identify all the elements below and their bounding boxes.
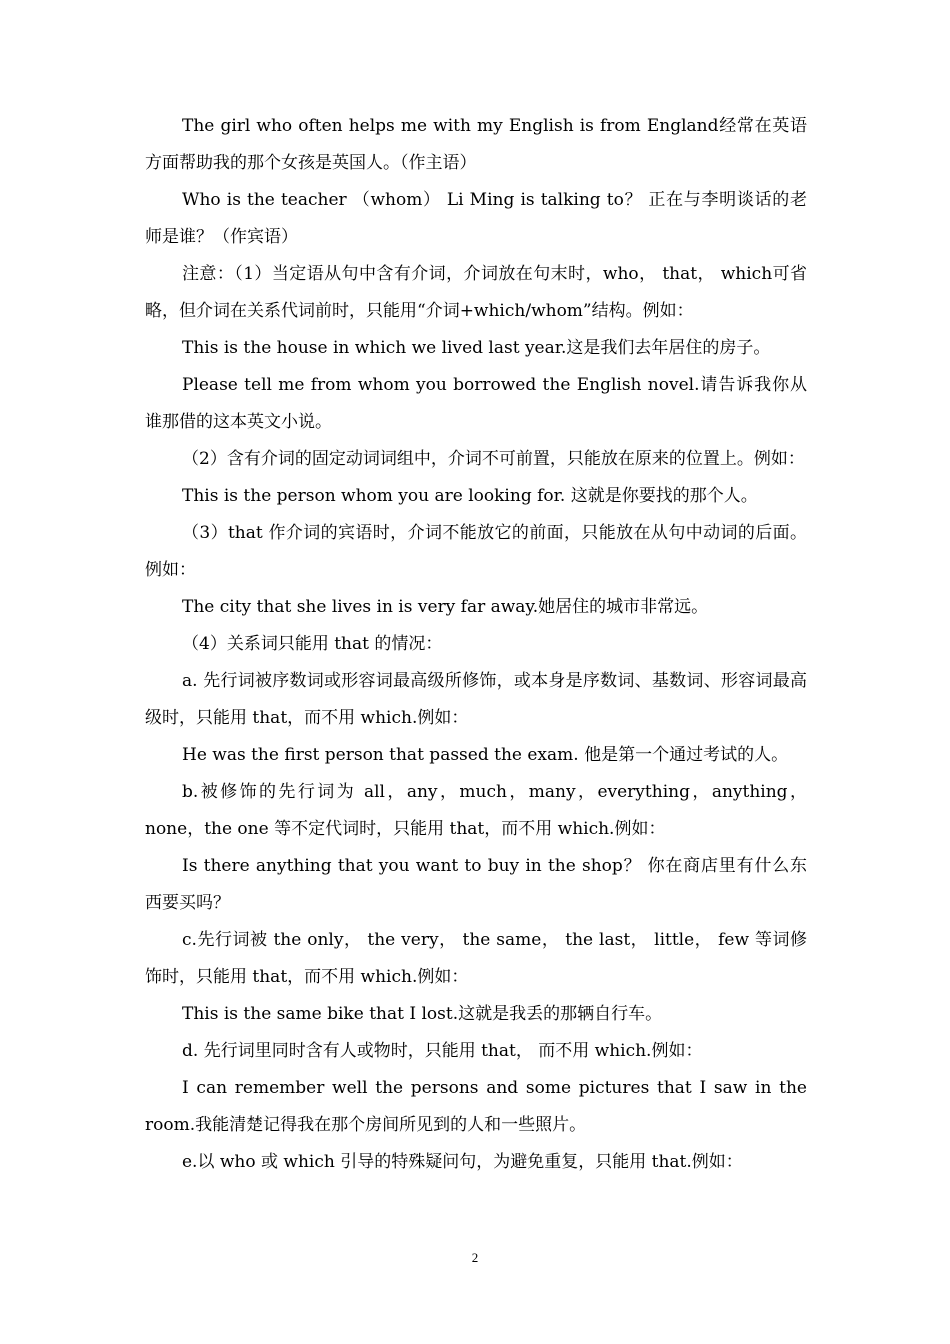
- paragraph: The girl who often helps me with my English is from England经常在英语方面帮助我的那个女孩是英国人。（作主语）: [145, 116, 807, 173]
- paragraph: This is the house in which we lived last year.这是我们去年居住的房子。: [182, 338, 771, 358]
- paragraph: This is the same bike that I lost.这就是我丢的那辆自行车。: [182, 1004, 663, 1024]
- paragraph: 注意：（1）当定语从句中含有介词，介词放在句末时，who， that， which可省略，但介词在关系代词前时，只能用“介词+which/whom”结构。例如：: [145, 264, 807, 321]
- paragraph: Who is the teacher （whom） Li Ming is talking to？ 正在与李明谈话的老师是谁？（作宾语）: [145, 190, 807, 247]
- paragraph: （2）含有介词的固定动词词组中，介词不可前置，只能放在原来的位置上。例如：: [182, 449, 805, 469]
- paragraph: I can remember well the persons and some pictures that I saw in the room.我能清楚记得我在那个房间所见到的人和一些照片。: [145, 1078, 807, 1135]
- paragraph: He was the first person that passed the exam. 他是第一个通过考试的人。: [182, 745, 789, 765]
- paragraph: d. 先行词里同时含有人或物时，只能用 that， 而不用 which.例如：: [182, 1041, 703, 1061]
- paragraph: The city that she lives in is very far away.她居住的城市非常远。: [182, 597, 709, 617]
- paragraph: （4）关系词只能用 that 的情况：: [182, 634, 443, 654]
- paragraph: This is the person whom you are looking for. 这就是你要找的那个人。: [182, 486, 758, 506]
- paragraph: e.以 who 或 which 引导的特殊疑问句，为避免重复，只能用 that.例如：: [182, 1152, 743, 1172]
- paragraph: a. 先行词被序数词或形容词最高级所修饰，或本身是序数词、基数词、形容词最高级时，只能用 that，而不用 which.例如：: [145, 671, 807, 728]
- paragraph: c.先行词被 the only， the very， the same， the last， little， few 等词修饰时，只能用 that，而不用 which.例如：: [145, 930, 807, 987]
- paragraph: b.被修饰的先行词为 all，any，much，many，everything，anything，none，the one 等不定代词时，只能用 that，而不用 which.例如：: [145, 782, 807, 839]
- page-number: 2: [471, 1250, 479, 1265]
- page-body: [145, 108, 807, 1181]
- paragraph: Please tell me from whom you borrowed the English novel.请告诉我你从谁那借的这本英文小说。: [145, 375, 807, 432]
- paragraph: Is there anything that you want to buy in the shop？ 你在商店里有什么东西要买吗？: [145, 856, 807, 913]
- paragraph: （3）that 作介词的宾语时，介词不能放它的前面，只能放在从句中动词的后面。例如：: [145, 523, 807, 580]
